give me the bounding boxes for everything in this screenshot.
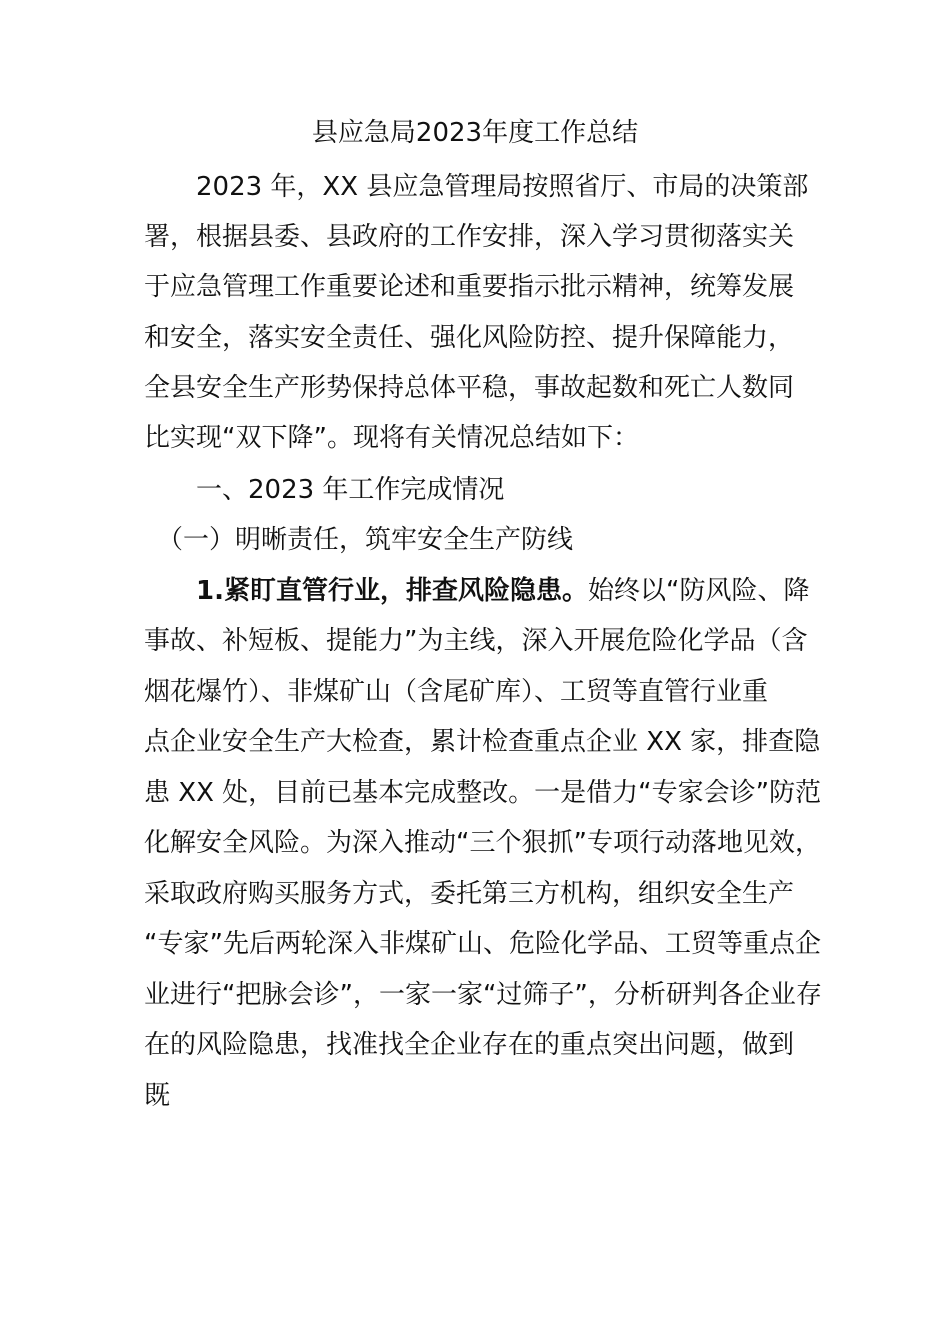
body-line: 点企业安全生产大检查，累计检查重点企业 XX 家，排查隐 — [144, 727, 821, 757]
document-title: 县应急局2023年度工作总结 — [311, 118, 639, 148]
intro-line: 于应急管理工作重要论述和重要指示批示精神，统筹发展 — [144, 272, 795, 302]
body-line: 事故、补短板、提能力”为主线，深入开展危险化学品（含 — [144, 626, 808, 656]
body-line: “专家”先后两轮深入非煤矿山、危险化学品、工贸等重点企 — [144, 929, 821, 959]
intro-line: 比实现“双下降”。现将有关情况总结如下： — [144, 423, 639, 453]
body-line: 在的风险隐患，找准找全企业存在的重点突出问题，做到 — [144, 1030, 795, 1060]
body-line: 业进行“把脉会诊”，一家一家“过筛子”，分析研判各企业存 — [144, 980, 822, 1010]
subsection-heading: （一）明晰责任，筑牢安全生产防线 — [144, 525, 574, 555]
body-line: 患 XX 处，目前已基本完成整改。一是借力“专家会诊”防范 — [144, 778, 822, 808]
section-heading: 一、2023 年工作完成情况 — [144, 475, 505, 505]
intro-line: 2023 年，XX 县应急管理局按照省厅、市局的决策部 — [144, 172, 809, 202]
intro-line: 全县安全生产形势保持总体平稳，事故起数和死亡人数同 — [144, 373, 795, 403]
item-bold-heading: 1.紧盯直管行业，排查风险隐患。 — [144, 576, 588, 606]
body-line: 化解安全风险。为深入推动“三个狠抓”专项行动落地见效， — [144, 828, 821, 858]
intro-line: 署，根据县委、县政府的工作安排，深入学习贯彻落实关 — [144, 222, 795, 252]
intro-line: 和安全，落实安全责任、强化风险防控、提升保障能力， — [144, 323, 795, 353]
item-first-text: 始终以“防风险、降 — [587, 576, 810, 606]
body-line: 既 — [144, 1081, 171, 1111]
body-line: 烟花爆竹）、非煤矿山（含尾矿库）、工贸等直管行业重 — [144, 677, 769, 707]
item-first-line — [144, 571, 824, 611]
body-line: 采取政府购买服务方式，委托第三方机构，组织安全生产 — [144, 879, 795, 909]
